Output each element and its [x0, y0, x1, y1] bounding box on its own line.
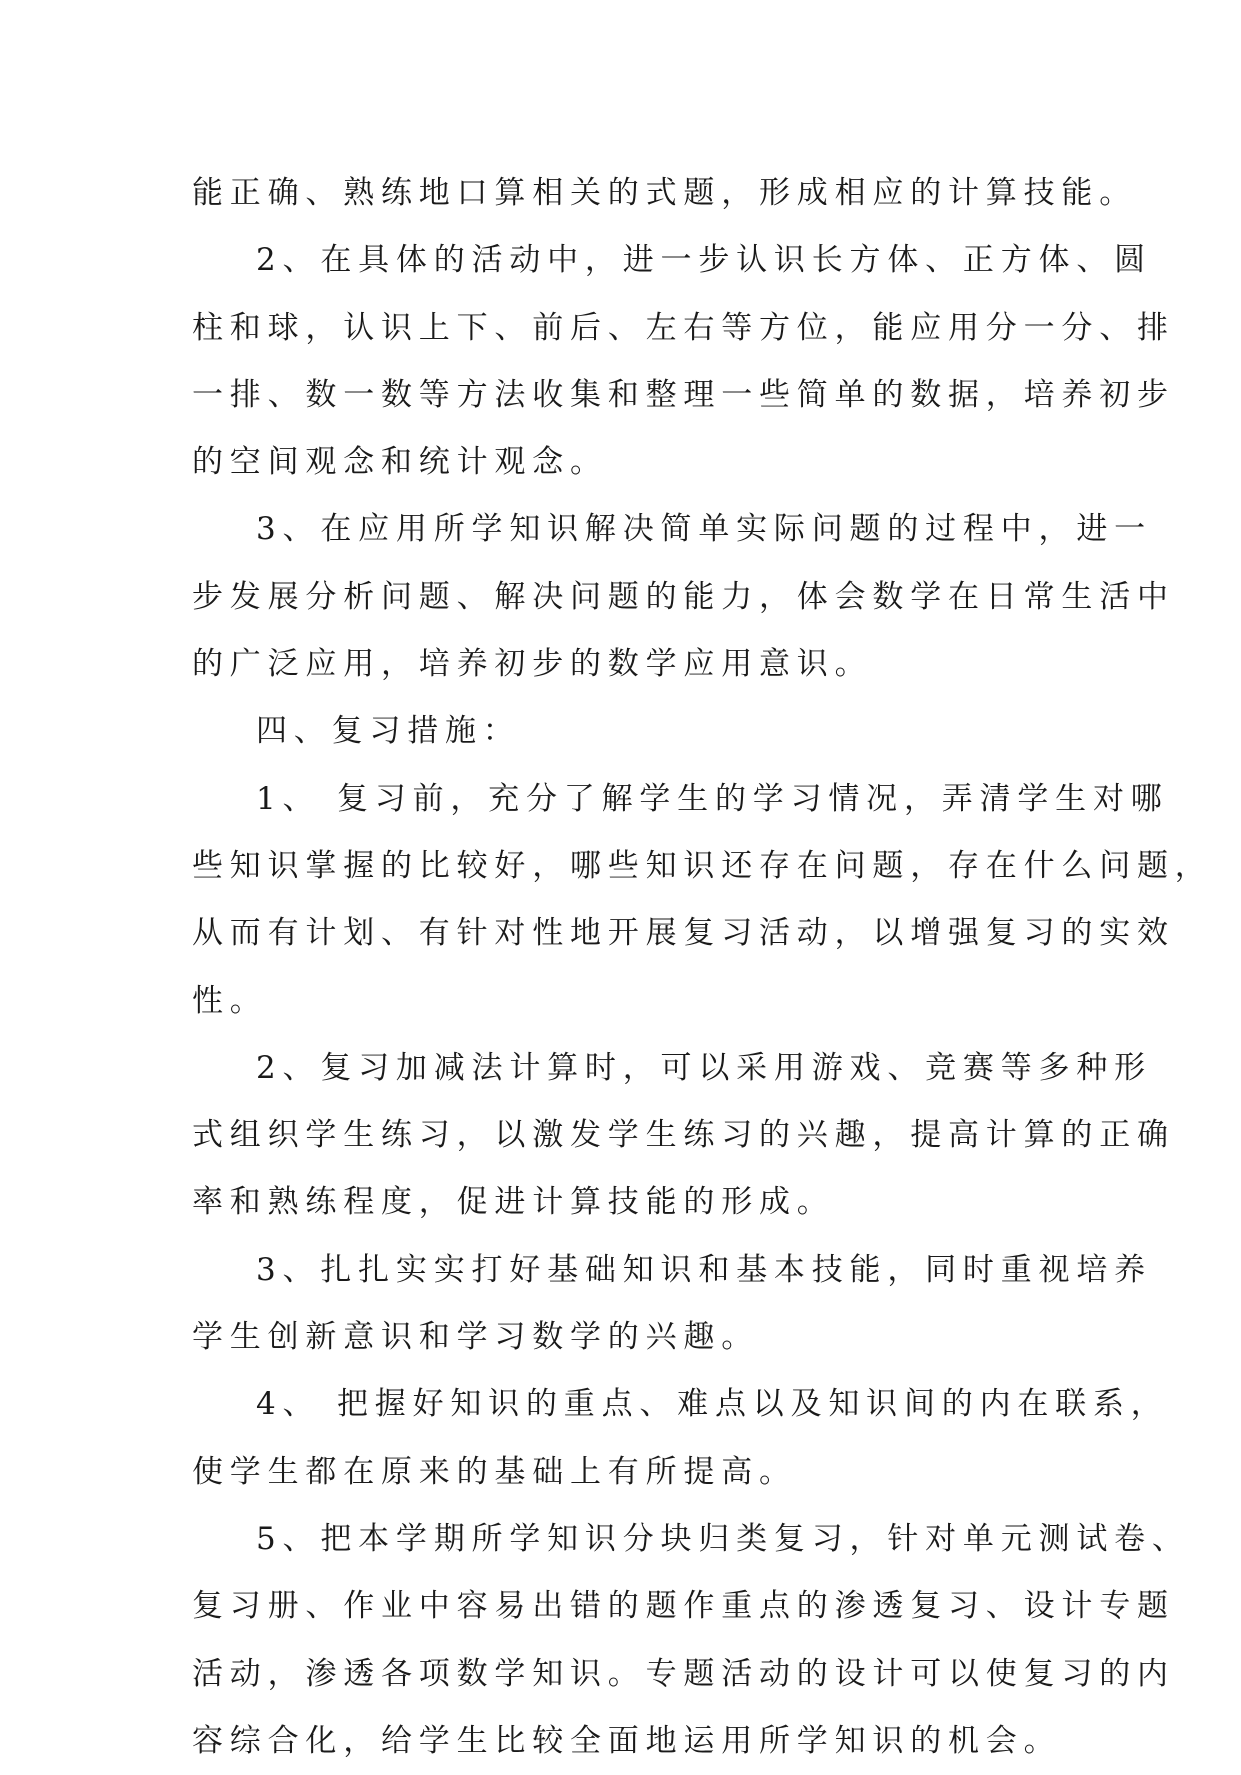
text-line: 率和熟练程度，促进计算技能的形成。: [192, 1184, 835, 1221]
text-line: 式组织学生练习，以激发学生练习的兴趣，提高计算的正确: [192, 1117, 1175, 1154]
text-line: 步发展分析问题、解决问题的能力，体会数学在日常生活中: [192, 578, 1175, 615]
section-heading: 四、复习措施：: [256, 713, 521, 750]
text-line: 3、在应用所学知识解决简单实际问题的过程中，进一: [256, 511, 1152, 548]
document-page: [192, 160, 1213, 1775]
paragraph-measure-4: [192, 1371, 1169, 1506]
text-line: 柱和球，认识上下、前后、左右等方位，能应用分一分、排: [192, 309, 1175, 346]
text-line: 从而有计划、有针对性地开展复习活动，以增强复习的实效: [192, 915, 1175, 952]
text-line: 4、 把握好知识的重点、难点以及知识间的内在联系，: [256, 1386, 1169, 1423]
text-line: 1、 复习前，充分了解学生的学习情况，弄清学生对哪: [256, 780, 1169, 817]
text-line: 性。: [192, 982, 268, 1019]
text-line: 的广泛应用，培养初步的数学应用意识。: [192, 646, 873, 683]
text-line: 2、在具体的活动中，进一步认识长方体、正方体、圆: [256, 242, 1152, 279]
text-line: 的空间观念和统计观念。: [192, 444, 608, 481]
paragraph-objective-2: [192, 227, 1175, 496]
paragraph-objective-3: [192, 496, 1175, 698]
text-line: 能正确、熟练地口算相关的式题，形成相应的计算技能。: [192, 175, 1137, 211]
text-line: 容综合化，给学生比较全面地运用所学知识的机会。: [192, 1722, 1062, 1759]
text-line: 学生创新意识和学习数学的兴趣。: [192, 1319, 759, 1356]
paragraph-measure-3: [192, 1237, 1152, 1372]
paragraph-measure-5: [192, 1506, 1190, 1775]
section-heading-review-measures: [192, 698, 1062, 765]
paragraph-measure-2: [192, 1035, 1175, 1237]
text-line: 复习册、作业中容易出错的题作重点的渗透复习、设计专题: [192, 1588, 1175, 1625]
paragraph-measure-1: [192, 766, 1213, 1035]
text-line: 一排、数一数等方法收集和整理一些简单的数据，培养初步: [192, 376, 1175, 413]
text-line: 5、把本学期所学知识分块归类复习，针对单元测试卷、: [256, 1520, 1190, 1557]
text-line: 使学生都在原来的基础上有所提高。: [192, 1453, 797, 1490]
text-line: 3、扎扎实实打好基础知识和基本技能，同时重视培养: [256, 1251, 1152, 1288]
text-line: 些知识掌握的比较好，哪些知识还存在问题，存在什么问题，: [192, 847, 1213, 884]
text-line: 2、复习加减法计算时，可以采用游戏、竞赛等多种形: [256, 1049, 1152, 1086]
text-line: 活动，渗透各项数学知识。专题活动的设计可以使复习的内: [192, 1655, 1175, 1692]
paragraph-continued-skills: [192, 160, 1137, 227]
